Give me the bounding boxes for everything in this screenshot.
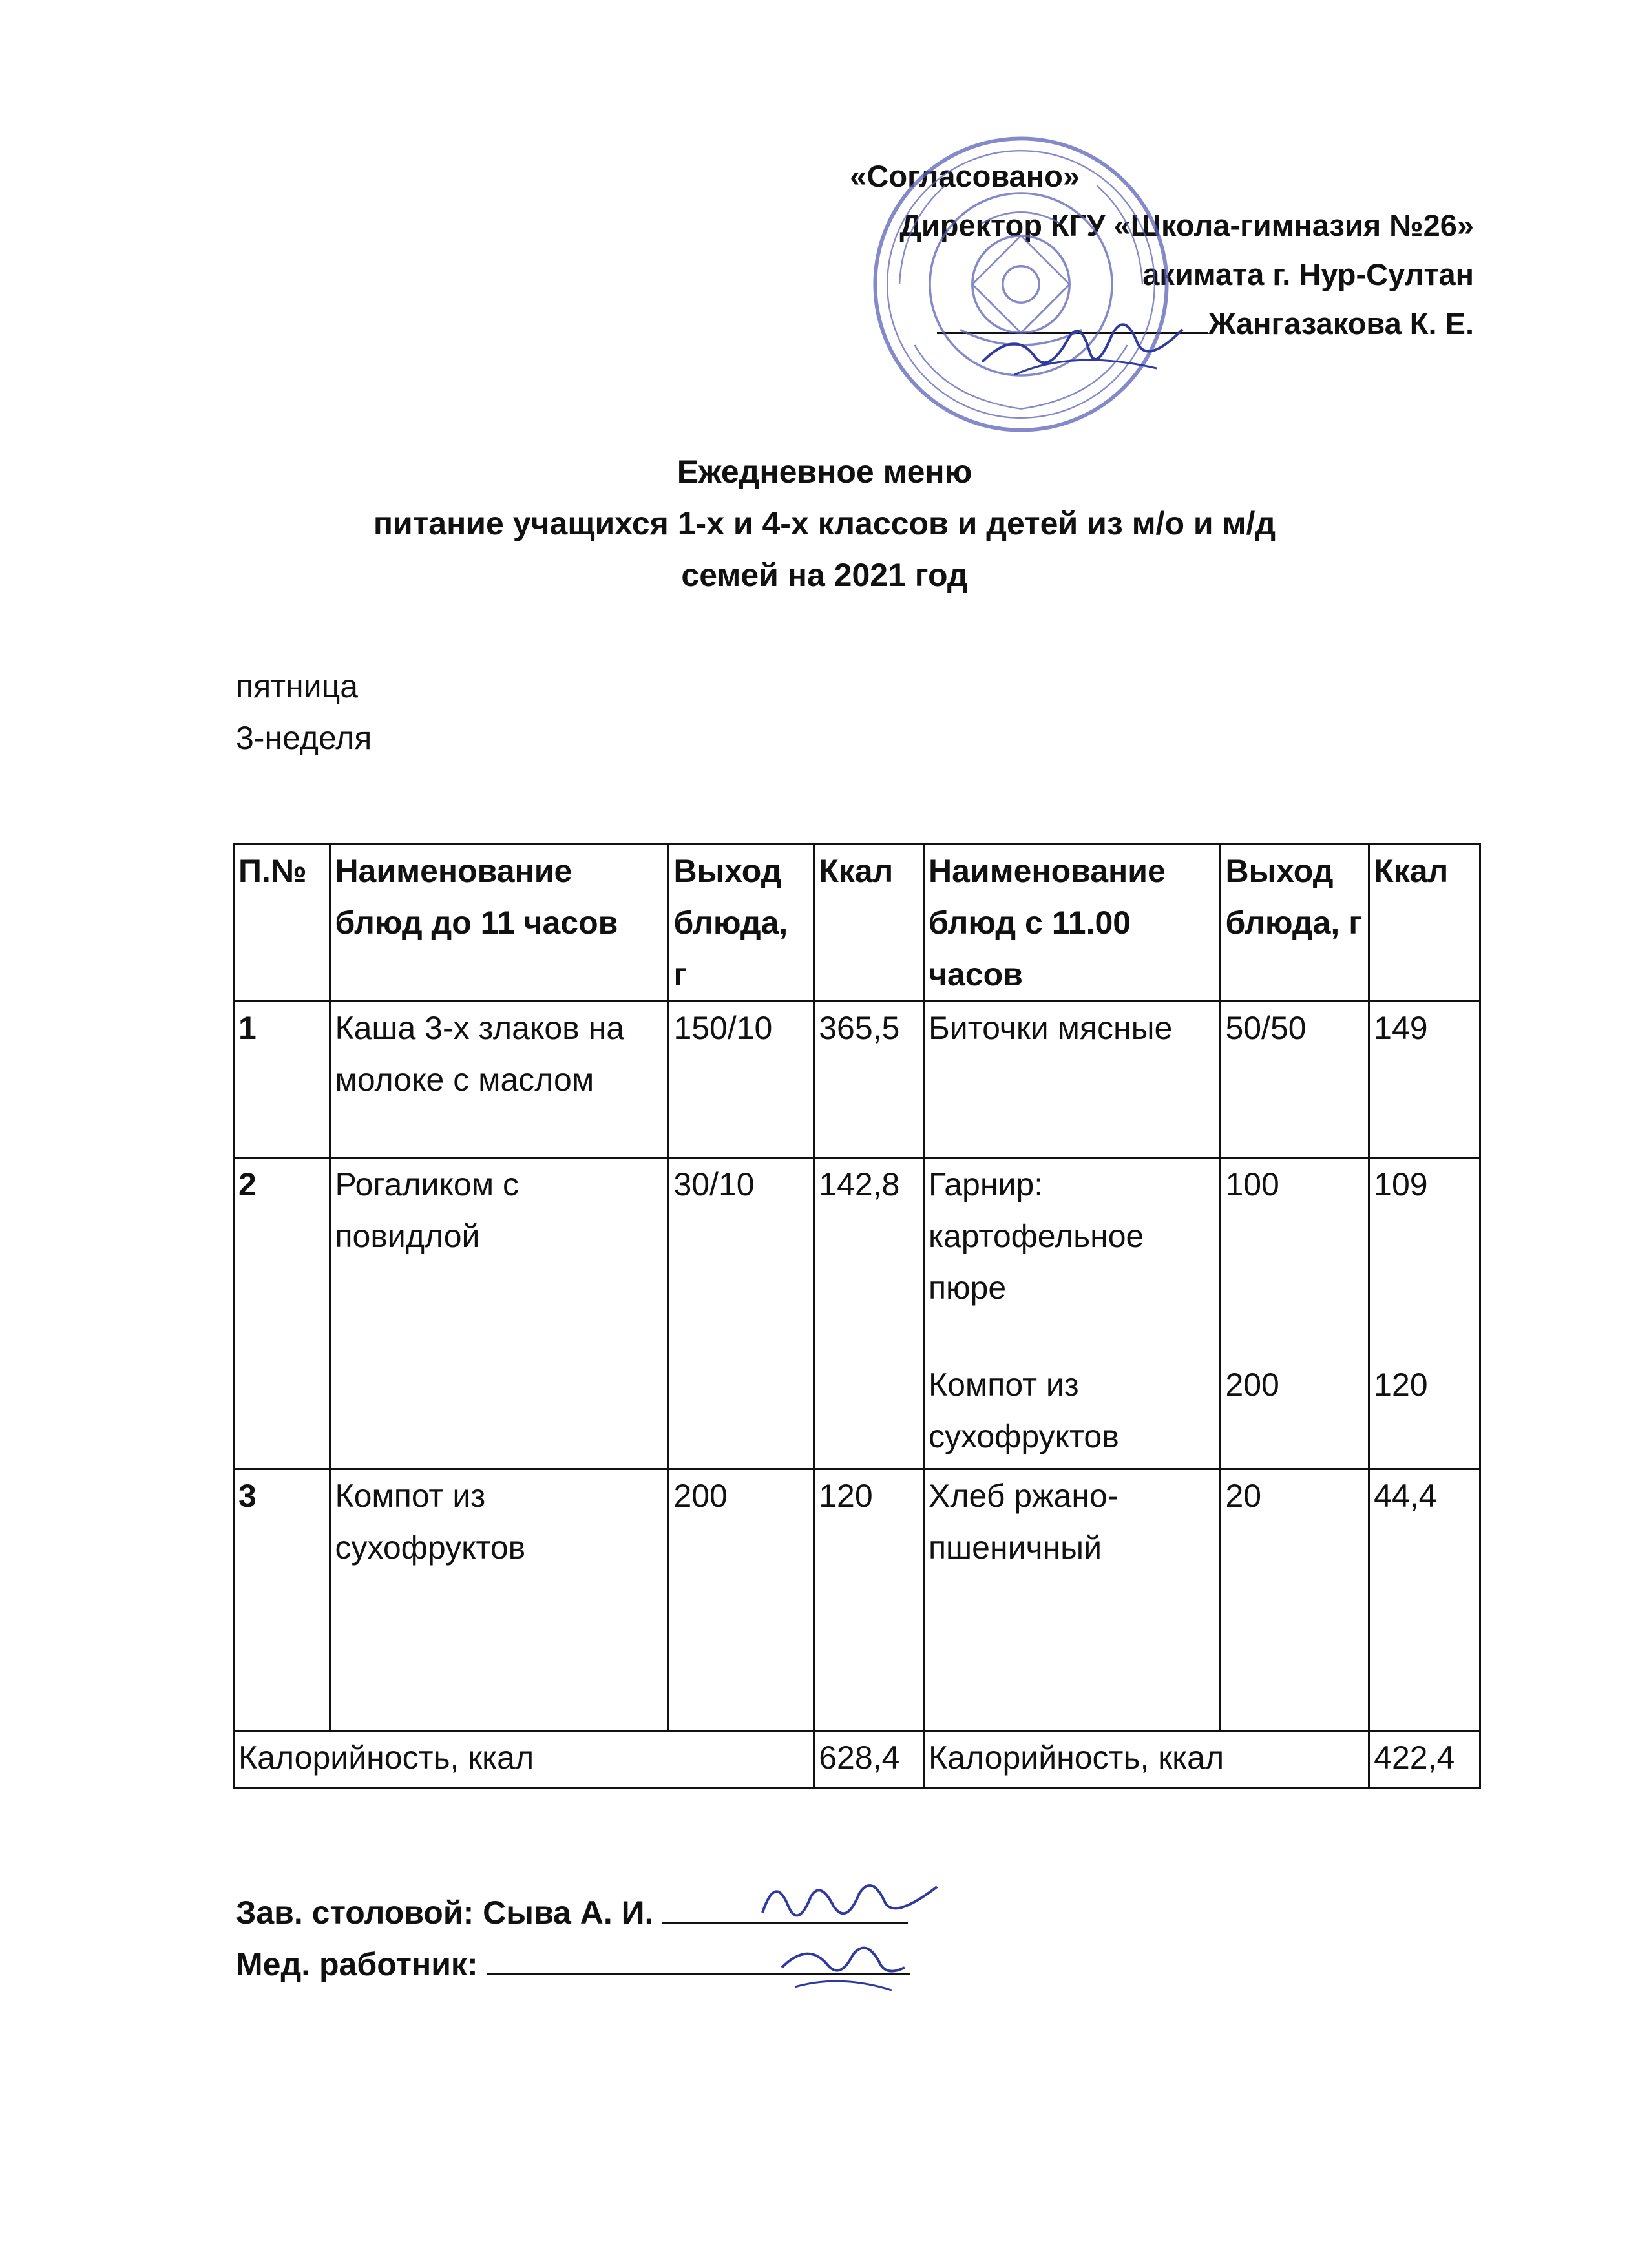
output-am: 30/10 xyxy=(669,1158,814,1469)
output-am: 200 xyxy=(669,1469,814,1731)
approval-signatory-name: Жангазакова К. Е. xyxy=(1208,306,1474,341)
header-dish-pm: Наименование блюд с 11.00 часов xyxy=(923,845,1220,1002)
table-row xyxy=(234,1002,1480,1158)
kcal-am: 142,8 xyxy=(814,1158,924,1469)
dish-pm-cell xyxy=(923,1158,1220,1469)
medic-label: Мед. работник: xyxy=(236,1946,478,1982)
total-label-am: Калорийность, ккал xyxy=(234,1731,814,1788)
row-num: 1 xyxy=(234,1002,330,1158)
table-row xyxy=(234,1158,1480,1469)
dish-am: Компот из сухофруктов xyxy=(330,1469,669,1731)
approval-title: «Согласовано» xyxy=(850,159,1080,193)
output-pm: 100 xyxy=(1225,1166,1279,1202)
director-signature xyxy=(976,304,1189,388)
approval-akimat: акимата г. Нур-Султан xyxy=(1142,257,1474,291)
header-kcal-pm: Ккал xyxy=(1369,845,1480,1002)
output-pm: 50/50 xyxy=(1221,1002,1369,1158)
official-seal xyxy=(869,132,1173,436)
row-num: 2 xyxy=(234,1158,330,1469)
output-pm-2: 200 xyxy=(1225,1367,1279,1403)
title-line-2: питание учащихся 1-х и 4-х классов и детей из м/о и м/д xyxy=(373,505,1276,541)
table-row xyxy=(234,1469,1480,1731)
kcal-pm: 44,4 xyxy=(1369,1469,1480,1731)
header-dish-am: Наименование блюд до 11 часов xyxy=(330,845,669,1002)
menu-table xyxy=(233,843,1481,1789)
table-header-row xyxy=(234,845,1480,1002)
total-label-pm: Калорийность, ккал xyxy=(923,1731,1369,1788)
title-line-3: семей на 2021 год xyxy=(681,557,968,593)
weekday: пятница xyxy=(236,668,359,704)
dish-am: Каша 3-х злаков на молоке с маслом xyxy=(330,1002,669,1158)
dish-pm: Гарнир: картофельное пюре xyxy=(928,1166,1144,1306)
dish-pm-2: Компот из сухофруктов xyxy=(928,1367,1119,1454)
kcal-pm-2: 120 xyxy=(1374,1367,1428,1403)
total-am: 628,4 xyxy=(814,1731,924,1788)
totals-row xyxy=(234,1731,1480,1788)
document-title xyxy=(0,446,1649,601)
row-num: 3 xyxy=(234,1469,330,1731)
header-output-am: Выход блюда, г xyxy=(669,845,814,1002)
kcal-am: 120 xyxy=(814,1469,924,1731)
dish-am: Рогаликом с повидлой xyxy=(330,1158,669,1469)
total-pm: 422,4 xyxy=(1369,1731,1480,1788)
output-pm: 20 xyxy=(1221,1469,1369,1731)
header-output-pm: Выход блюда, г xyxy=(1221,845,1369,1002)
dish-pm: Биточки мясные xyxy=(923,1002,1220,1158)
approval-director: Директор КГУ «Школа-гимназия №26» xyxy=(899,208,1474,242)
canteen-head-label: Зав. столовой: Сыва А. И. xyxy=(236,1895,654,1931)
medic-signature xyxy=(769,1929,918,2000)
header-num: П.№ xyxy=(234,845,330,1002)
kcal-pm-cell xyxy=(1369,1158,1480,1469)
header-kcal-am: Ккал xyxy=(814,845,924,1002)
dish-pm: Хлеб ржано-пшеничный xyxy=(923,1469,1220,1731)
title-line-1: Ежедневное меню xyxy=(677,454,972,490)
kcal-pm: 149 xyxy=(1369,1002,1480,1158)
output-am: 150/10 xyxy=(669,1002,814,1158)
kcal-pm: 109 xyxy=(1374,1166,1428,1202)
day-info xyxy=(236,660,372,764)
kcal-am: 365,5 xyxy=(814,1002,924,1158)
week-number: 3-неделя xyxy=(236,720,372,756)
canteen-signature xyxy=(750,1867,943,1938)
output-pm-cell xyxy=(1221,1158,1369,1469)
